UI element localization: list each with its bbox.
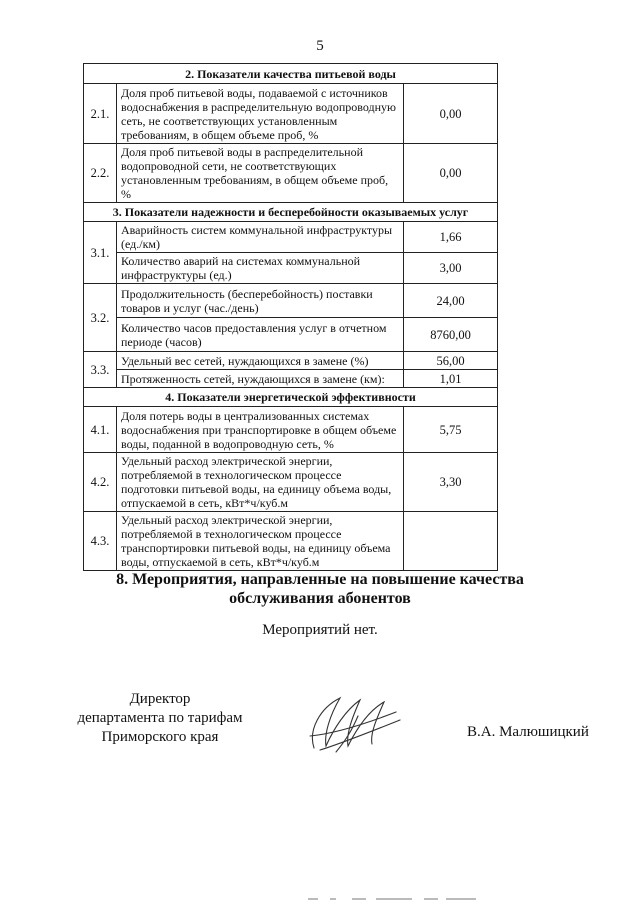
- table-row: [84, 253, 498, 284]
- section-heading: 2. Показатели качества питьевой воды: [84, 64, 498, 84]
- indicator-value: 8760,00: [404, 318, 498, 352]
- indicator-value: 1,01: [404, 370, 498, 388]
- indicator-value: 0,00: [404, 84, 498, 144]
- indicator-name: Количество аварий на системах коммунальной инфраструктуры (ед.): [117, 253, 404, 284]
- row-number: 2.2.: [84, 144, 117, 203]
- row-number: 2.1.: [84, 84, 117, 144]
- indicators-table-body: [84, 64, 498, 571]
- table-row: [84, 352, 498, 370]
- page-number: 5: [316, 38, 324, 54]
- indicator-name: Аварийность систем коммунальной инфраструктуры (ед./км): [117, 222, 404, 253]
- indicator-name: Количество часов предоставления услуг в отчетном периоде (часов): [117, 318, 404, 352]
- indicator-name: Доля проб питьевой воды в распределительной водопроводной сети, не соответствующих установленным требованиям, в общем объеме проб, %: [117, 144, 404, 203]
- table-row: [84, 84, 498, 144]
- indicator-name: Протяженность сетей, нуждающихся в замене (км):: [117, 370, 404, 388]
- row-number: 3.2.: [84, 284, 117, 352]
- row-number: 4.1.: [84, 407, 117, 453]
- indicator-name: Удельный расход электрической энергии, потребляемой в технологическом процессе транспортировки питьевой воды, на единицу объема воды, отпускаемой в сеть, кВт*ч/куб.м: [117, 512, 404, 571]
- indicator-value: 1,66: [404, 222, 498, 253]
- table-row: [84, 370, 498, 388]
- indicator-value: 3,00: [404, 253, 498, 284]
- signer-position-line-1: Директор: [129, 691, 191, 707]
- row-number: 4.2.: [84, 453, 117, 512]
- handwritten-signature: [300, 690, 410, 760]
- scan-artifact-marks: [0, 895, 640, 903]
- indicator-name: Удельный расход электрической энергии, потребляемой в технологическом процессе подготовки питьевой воды, на единицу объема воды, отпускаемой в сеть, кВт*ч/куб.м: [117, 453, 404, 512]
- row-number: 4.3.: [84, 512, 117, 571]
- table-row: [84, 512, 498, 571]
- indicator-value: 3,30: [404, 453, 498, 512]
- table-row: [84, 144, 498, 203]
- indicator-value: [404, 512, 498, 571]
- table-row: [84, 222, 498, 253]
- indicator-value: 24,00: [404, 284, 498, 318]
- table-section-row: [84, 203, 498, 222]
- section-heading: 3. Показатели надежности и бесперебойности оказываемых услуг: [84, 203, 498, 222]
- indicator-value: 0,00: [404, 144, 498, 203]
- table-row: [84, 453, 498, 512]
- indicator-name: Доля проб питьевой воды, подаваемой с источников водоснабжения в распределительную водопроводную сеть, не соответствующих установленным требованиям, в общем объеме проб, %: [117, 84, 404, 144]
- indicator-value: 56,00: [404, 352, 498, 370]
- section-8-title: [0, 570, 640, 608]
- row-number: 3.3.: [84, 352, 117, 388]
- indicators-table: [83, 63, 498, 571]
- signer-position-line-2: департамента по тарифам: [77, 710, 243, 726]
- table-row: [84, 407, 498, 453]
- table-row: [84, 284, 498, 318]
- table-row: [84, 318, 498, 352]
- row-number: 3.1.: [84, 222, 117, 284]
- table-section-row: [84, 64, 498, 84]
- signer-name: В.А. Малюшицкий: [467, 724, 589, 740]
- signer-position: [60, 690, 260, 747]
- section-heading: 4. Показатели энергетической эффективности: [84, 388, 498, 407]
- section-8-title-line-2: обслуживания абонентов: [229, 590, 411, 607]
- table-section-row: [84, 388, 498, 407]
- section-8-title-line-1: 8. Мероприятия, направленные на повышение качества: [116, 571, 524, 588]
- section-8-body: Мероприятий нет.: [262, 622, 378, 638]
- indicator-name: Доля потерь воды в централизованных системах водоснабжения при транспортировке в общем объеме воды, поданной в водопроводную сеть, %: [117, 407, 404, 453]
- indicator-name: Продолжительность (бесперебойность) поставки товаров и услуг (час./день): [117, 284, 404, 318]
- indicator-name: Удельный вес сетей, нуждающихся в замене (%): [117, 352, 404, 370]
- indicator-value: 5,75: [404, 407, 498, 453]
- signer-position-line-3: Приморского края: [101, 729, 219, 745]
